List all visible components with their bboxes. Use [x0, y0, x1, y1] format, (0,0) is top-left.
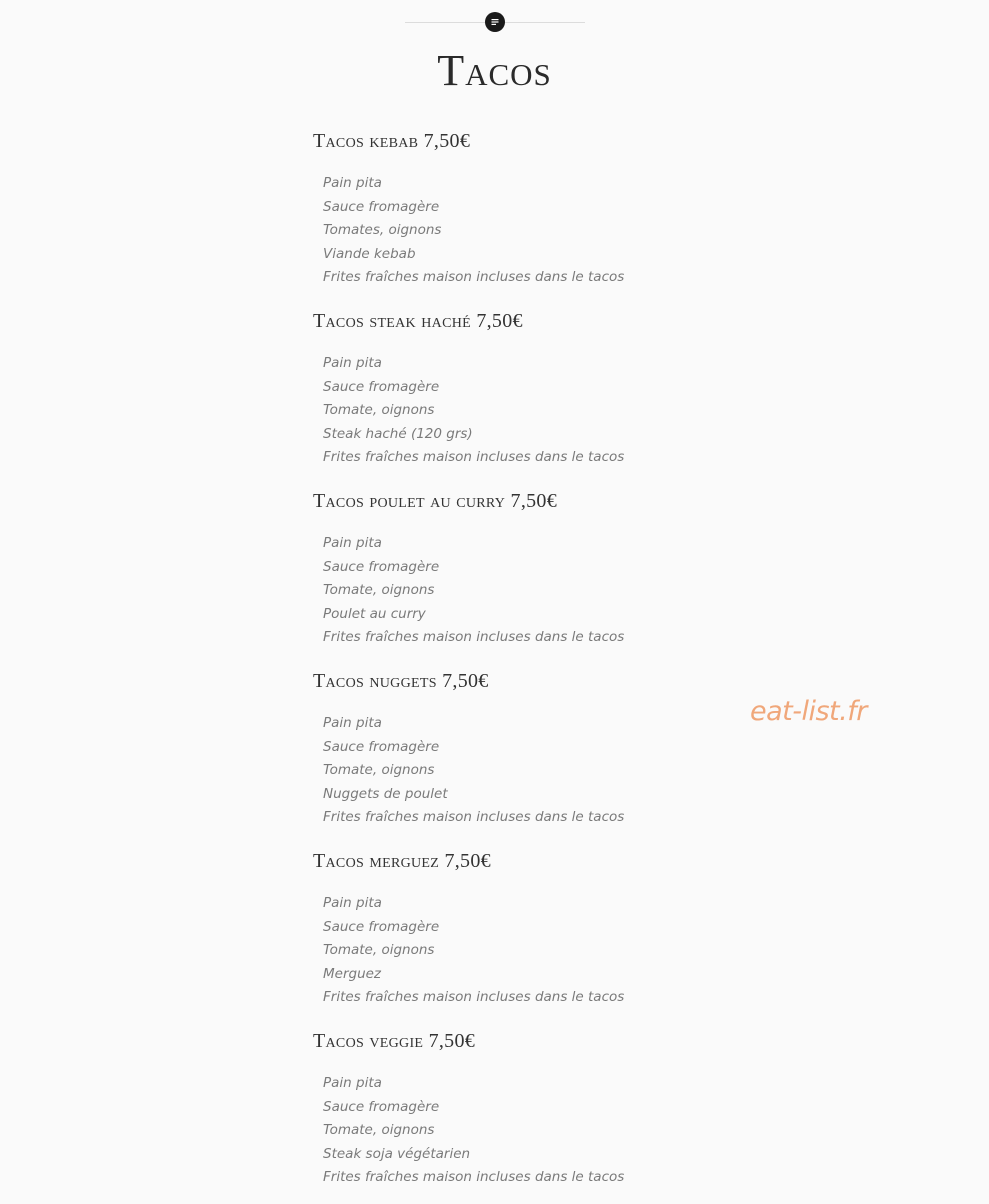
menu-item-price: 7,50€ [476, 310, 523, 332]
ingredient: Sauce fromagère [323, 558, 440, 575]
menu-item-title [313, 304, 733, 338]
watermark: eat-list.fr [750, 696, 867, 727]
menu-item-name: Tacos merguez [313, 850, 440, 872]
menu-item-price: 7,50€ [442, 670, 489, 692]
page-title: Tacos [437, 46, 552, 95]
ingredient: Pain pita [323, 355, 382, 371]
menu-item-price: 7,50€ [428, 1030, 476, 1052]
ingredient-list [313, 712, 733, 830]
ingredient: Steak haché (120 grs) [323, 425, 473, 442]
menu-item [313, 844, 733, 1024]
ingredient-list [313, 892, 733, 1010]
menu-item [313, 484, 733, 664]
ingredient: Tomate, oignons [323, 762, 435, 779]
ingredient: Sauce fromagère [323, 918, 440, 935]
menu-item [313, 304, 733, 484]
ingredient: Sauce fromagère [323, 1098, 440, 1115]
ingredient: Frites fraîches maison incluses dans le tacos [323, 1169, 625, 1186]
ingredient: Merguez [323, 965, 382, 982]
ingredient: Frites fraîches maison incluses dans le tacos [323, 809, 625, 826]
menu-item-name: Tacos nuggets [313, 670, 437, 692]
ingredient: Tomate, oignons [323, 942, 435, 959]
ingredient: Tomates, oignons [323, 222, 442, 239]
ingredient-list [313, 172, 733, 290]
ingredient: Sauce fromagère [323, 738, 440, 755]
menu-item-name: Tacos kebab [313, 130, 419, 152]
ingredient-list [313, 352, 733, 470]
ingredient: Sauce fromagère [323, 198, 440, 215]
menu-item-price: 7,50€ [510, 490, 558, 512]
menu-list [313, 124, 733, 1204]
ingredient: Frites fraîches maison incluses dans le tacos [323, 989, 625, 1006]
ingredient: Steak soja végétarien [323, 1145, 471, 1162]
ingredient: Tomate, oignons [323, 1122, 435, 1139]
menu-item-title [313, 484, 733, 518]
menu-item-name: Tacos veggie [313, 1030, 424, 1052]
ingredient: Poulet au curry [323, 605, 426, 622]
ingredient: Frites fraîches maison incluses dans le tacos [323, 269, 625, 286]
ingredient: Pain pita [323, 175, 382, 191]
ingredient: Pain pita [323, 1075, 382, 1091]
ingredient-list [313, 1072, 733, 1190]
ingredient: Nuggets de poulet [323, 785, 448, 802]
ingredient: Viande kebab [323, 245, 416, 262]
menu-item-title [313, 124, 733, 158]
ingredient: Pain pita [323, 535, 382, 551]
menu-item-price: 7,50€ [423, 130, 471, 152]
menu-item [313, 664, 733, 844]
menu-item-price: 7,50€ [444, 850, 491, 872]
ingredient: Frites fraîches maison incluses dans le tacos [323, 449, 625, 466]
ingredient-list [313, 532, 733, 650]
ingredient: Pain pita [323, 895, 382, 911]
menu-item [313, 124, 733, 304]
ingredient: Sauce fromagère [323, 378, 440, 395]
menu-item-title [313, 1024, 733, 1058]
ingredient: Frites fraîches maison incluses dans le tacos [323, 629, 625, 646]
ingredient: Pain pita [323, 715, 382, 731]
menu-item-name: Tacos steak haché [313, 310, 471, 332]
menu-item [313, 1024, 733, 1204]
menu-item-title [313, 664, 733, 698]
menu-lines-icon [485, 12, 505, 32]
menu-item-title [313, 844, 733, 878]
ingredient: Tomate, oignons [323, 582, 435, 599]
menu-item-name: Tacos poulet au curry [313, 490, 506, 512]
ingredient: Tomate, oignons [323, 402, 435, 419]
